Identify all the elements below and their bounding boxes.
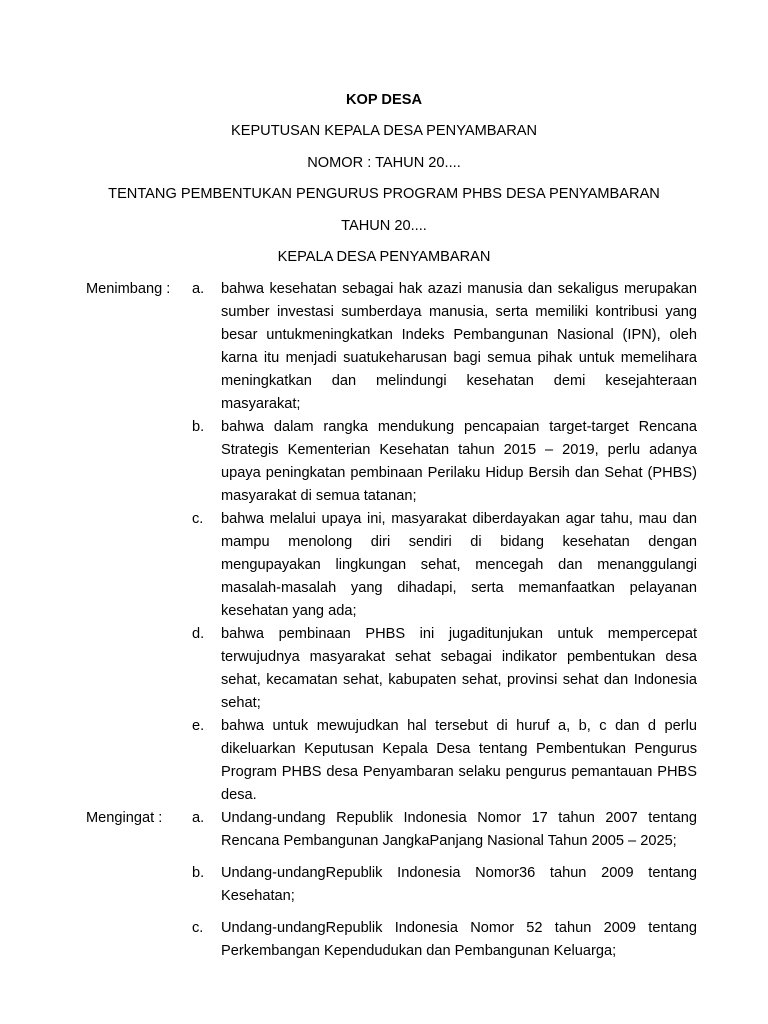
item-letter: b. bbox=[192, 419, 205, 435]
decree-number: NOMOR : TAHUN 20.... bbox=[307, 155, 461, 171]
menimbang-item-d bbox=[0, 623, 768, 715]
menimbang-item-b bbox=[0, 416, 768, 508]
item-text: Undang-undangRepublik Indonesia Nomor36 tahun 2009 tentang Kesehatan; bbox=[221, 865, 697, 904]
kop-desa-heading: KOP DESA bbox=[346, 92, 422, 108]
item-letter: d. bbox=[192, 626, 205, 642]
mengingat-item-b bbox=[0, 862, 768, 908]
mengingat-label: Mengingat : bbox=[86, 810, 163, 826]
item-letter: c. bbox=[192, 920, 204, 936]
decree-year: TAHUN 20.... bbox=[341, 218, 427, 234]
mengingat-item-c bbox=[0, 917, 768, 963]
item-letter: e. bbox=[192, 718, 205, 734]
item-letter: a. bbox=[192, 810, 205, 826]
menimbang-label: Menimbang : bbox=[86, 281, 171, 297]
menimbang-section bbox=[0, 278, 768, 807]
menimbang-item-c bbox=[0, 508, 768, 623]
decree-title: KEPUTUSAN KEPALA DESA PENYAMBARAN bbox=[230, 123, 538, 139]
item-text: Undang-undangRepublik Indonesia Nomor 52 tahun 2009 tentang Perkembangan Kependudukan dan Pembangunan Keluarga; bbox=[221, 920, 697, 959]
mengingat-item-a bbox=[0, 807, 768, 853]
item-text: Undang-undang Republik Indonesia Nomor 17 tahun 2007 tentang Rencana Pembangunan JangkaPanjang Nasional Tahun 2005 – 2025; bbox=[221, 810, 697, 849]
mengingat-section bbox=[0, 807, 768, 963]
issuer-heading: KEPALA DESA PENYAMBARAN bbox=[277, 249, 491, 265]
item-letter: a. bbox=[192, 281, 205, 297]
item-text: bahwa untuk mewujudkan hal tersebut di huruf a, b, c dan d perlu dikeluarkan Keputusan Kepala Desa tentang Pembentukan Pengurus Program PHBS desa Penyambaran selaku pengurus pemantauan PHBS desa. bbox=[221, 718, 697, 803]
menimbang-item-a bbox=[0, 278, 768, 416]
item-text: bahwa kesehatan sebagai hak azazi manusia dan sekaligus merupakan sumber investasi sumberdaya manusia, serta memiliki kontribusi yang besar untukmeningkatkan Indeks Pembangunan Nasional (IPN), oleh karna itu menjadi suatukeharusan bagi semua pihak untuk memelihara meningkatkan dan melindungi kesehatan demi kesejahteraan masyarakat; bbox=[221, 281, 697, 412]
item-text: bahwa dalam rangka mendukung pencapaian target-target Rencana Strategis Kementerian Kesehatan tahun 2015 – 2019, perlu adanya upaya peningkatan pembinaan Perilaku Hidup Bersih dan Sehat (PHBS) masyarakat di semua tatanan; bbox=[221, 419, 697, 504]
item-letter: b. bbox=[192, 865, 205, 881]
menimbang-item-e bbox=[0, 715, 768, 807]
decree-subject: TENTANG PEMBENTUKAN PENGURUS PROGRAM PHBS DESA PENYAMBARAN bbox=[108, 186, 660, 202]
item-text: bahwa pembinaan PHBS ini jugaditunjukan untuk mempercepat terwujudnya masyarakat sehat sebagai indikator pembentukan desa sehat, kecamatan sehat, kabupaten sehat, provinsi sehat dan Indonesia sehat; bbox=[221, 626, 697, 711]
item-letter: c. bbox=[192, 511, 204, 527]
item-text: bahwa melalui upaya ini, masyarakat diberdayakan agar tahu, mau dan mampu menolong diri sendiri di bidang kesehatan dengan mengupayakan lingkungan sehat, mencegah dan menanggulangi masalah-masalah yang dihadapi, serta memanfaatkan pelayanan kesehatan yang ada; bbox=[221, 511, 697, 619]
